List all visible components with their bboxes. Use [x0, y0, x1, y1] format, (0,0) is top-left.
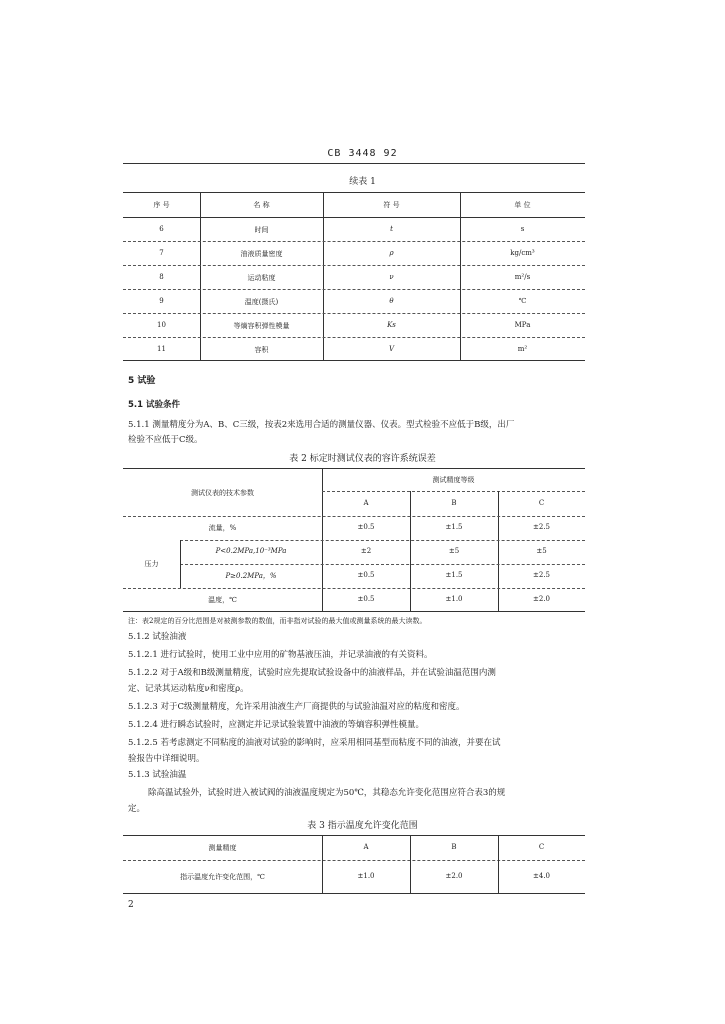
- subsection-title: 5.1.2 试验油液: [128, 632, 187, 642]
- table2-cell: ±1.0: [445, 595, 463, 603]
- table2-grade-a: A: [363, 499, 369, 507]
- table2-cell: ±5: [536, 547, 547, 555]
- table1-cell: kg/cm³: [510, 249, 535, 257]
- table3-caption: 表 3 指示温度允许变化范围: [307, 821, 418, 831]
- paragraph: 5.1.2.4 进行瞬态试验时，应测定并记录试验装置中油液的等熵容积弹性模量。: [128, 720, 424, 730]
- table1-cell: 容积: [254, 346, 269, 354]
- table1-header-name: 名 称: [253, 201, 270, 209]
- table2-cell: ±1.5: [445, 571, 463, 579]
- paragraph: 定。: [128, 804, 146, 814]
- table1-cell: 等熵容积弹性模量: [233, 322, 290, 330]
- standard-code-header: CB 3448 92: [327, 148, 398, 159]
- table2-cell: ±0.5: [357, 571, 375, 579]
- page-number: 2: [128, 900, 134, 910]
- table2-temp-label: 温度，℃: [208, 596, 237, 604]
- table1-cell: 8: [159, 273, 164, 281]
- table1-header-symbol: 符 号: [383, 201, 400, 209]
- table1-cell: m²/s: [514, 273, 531, 281]
- table2-cell: ±0.5: [357, 523, 375, 531]
- table1-cell: V: [388, 345, 395, 353]
- paragraph: 5.1.2.2 对于A级和B级测量精度，试验时应先提取试验设备中的油液样品，并在试验油温范围内测: [128, 668, 496, 678]
- section-title: 5 试验: [128, 376, 156, 386]
- table1-cell: 10: [157, 321, 166, 329]
- table2-cell: ±2.0: [533, 595, 550, 603]
- table1-cell: 7: [159, 249, 164, 257]
- table2-param-header: 测试仪表的技术参数: [191, 489, 254, 497]
- table1-cell: θ: [389, 297, 394, 305]
- table1-cell: 油液质量密度: [240, 250, 283, 258]
- paragraph: 5.1.2.3 对于C级测量精度，允许采用油液生产厂商提供的与试验油温对应的粘度和密度。: [128, 702, 465, 712]
- table1-cell: 温度(摄氏): [244, 298, 279, 306]
- table3-grade-b: B: [451, 843, 457, 851]
- table2-cell: ±2.5: [533, 571, 550, 579]
- table1-cell: ρ: [389, 249, 394, 257]
- table1-cell: 11: [157, 345, 166, 353]
- table2-grade-c: C: [538, 499, 545, 507]
- table2-pressure-label: 压力: [144, 560, 159, 568]
- table2-flow-label: 流量，%: [208, 524, 237, 532]
- paragraph: 检验不应低于C级。: [128, 435, 203, 445]
- paragraph: 除高温试验外，试验时进入被试阀的油液温度规定为50℃，其稳态允许变化范围应符合表3的规: [148, 788, 506, 798]
- table1-header-index: 序 号: [153, 201, 170, 209]
- table1-cell: Ks: [387, 321, 396, 329]
- table1-cell: m²: [517, 345, 528, 353]
- subsection-title: 5.1.3 试验油温: [128, 770, 187, 780]
- paragraph: 5.1.2.1 进行试验时，使用工业中应用的矿物基液压油，并记录油液的有关资料。: [128, 650, 433, 660]
- table1-cell: MPa: [514, 321, 531, 329]
- table1-cell: ν: [389, 273, 394, 281]
- table1-cell: 6: [159, 225, 164, 233]
- table2-cell: ±5: [448, 547, 460, 555]
- header-rule: [123, 163, 585, 164]
- table1-cell: 时间: [254, 226, 269, 234]
- table2-caption: 表 2 标定时测试仪表的容许系统误差: [289, 454, 436, 464]
- table1-caption: 续表 1: [349, 177, 376, 187]
- table3-cell: ±2.0: [445, 872, 463, 880]
- table2-grade-header: 测试精度等级: [432, 476, 475, 484]
- table3-cell: ±1.0: [357, 872, 375, 880]
- table2-p-high-label: P≥0.2MPa，%: [225, 572, 277, 580]
- table2-cell: ±2.5: [533, 523, 550, 531]
- table1-cell: 运动粘度: [247, 274, 276, 282]
- table1-cell: t: [390, 225, 393, 233]
- table2-p-low-label: P<0.2MPa,10⁻³MPa: [215, 547, 287, 555]
- table3-grade-a: A: [363, 843, 369, 851]
- table2-grade-b: B: [451, 499, 457, 507]
- table3-cell: ±4.0: [533, 872, 550, 880]
- table2-note: 注：表2规定的百分比范围是对被测参数的数值，而非指对试验的最大值或测量系统的最大读数。: [128, 617, 427, 625]
- paragraph: 5.1.1 测量精度分为A、B、C三级，按表2来选用合适的测量仪器、仪表。型式检验不应低于B级，出厂: [128, 420, 515, 430]
- table1-cell: s: [520, 225, 525, 233]
- table2-cell: ±0.5: [357, 595, 375, 603]
- table1-header-unit: 单 位: [514, 201, 531, 209]
- paragraph: 5.1.2.5 若考虑测定不同粘度的油液对试验的影响时，应采用相同基型而粘度不同的油液，并要在试: [128, 738, 501, 748]
- table2-cell: ±2: [360, 547, 372, 555]
- table2-cell: ±1.5: [445, 523, 463, 531]
- table3-row-label: 指示温度允许变化范围，℃: [180, 873, 265, 881]
- paragraph: 验报告中详细说明。: [128, 754, 205, 764]
- subsection-title: 5.1 试验条件: [128, 400, 181, 410]
- table1-cell: ℃: [518, 297, 527, 305]
- table3-param-header: 测量精度: [208, 844, 237, 852]
- table1-cell: 9: [159, 297, 164, 305]
- paragraph: 定、记录其运动粘度ν和密度ρ。: [128, 684, 249, 694]
- table3-grade-c: C: [538, 843, 545, 851]
